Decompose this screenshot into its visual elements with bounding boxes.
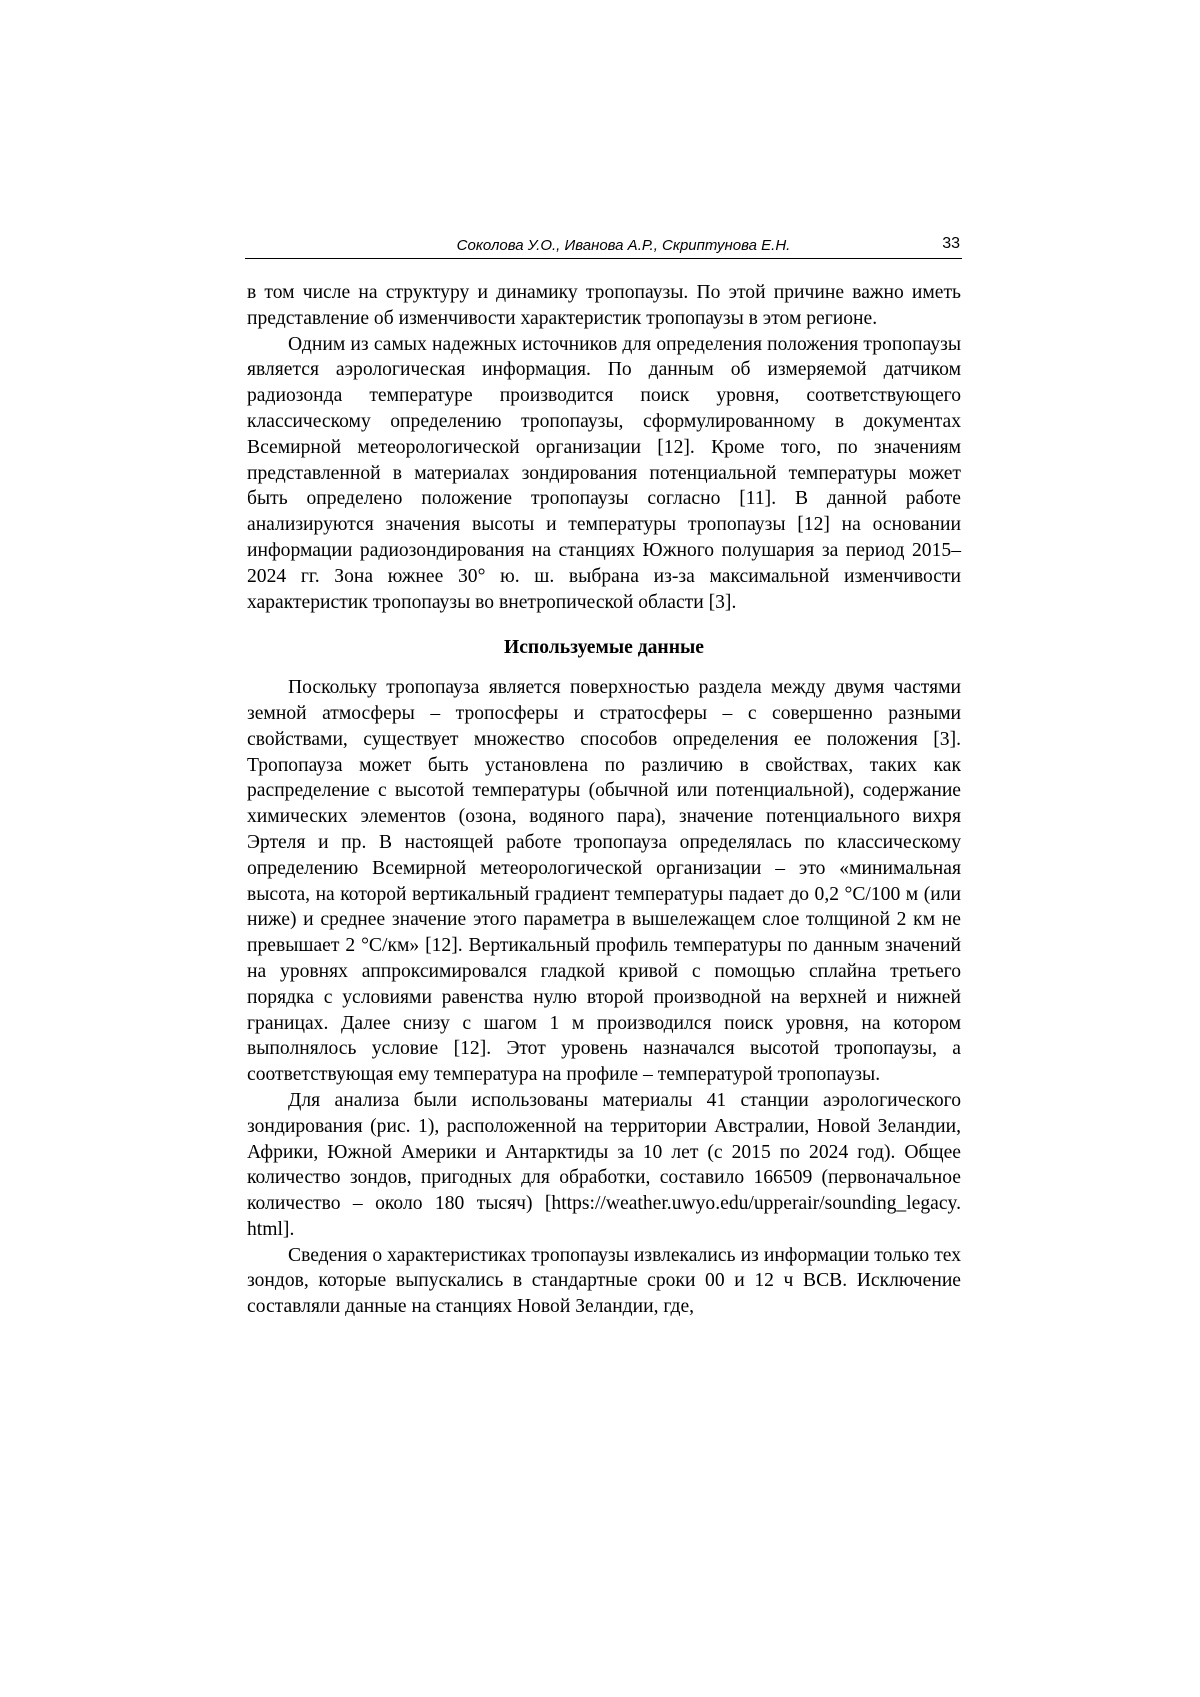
paragraph: Одним из самых надежных источников для определения положения тропопаузы является аэрологическая информация. По данным об измеряемой датчиком радиозонда температуре производится поиск уровня, соответствующего классическому определению тропопаузы, сформулированному в документах Всемирной метеорологической организации [12]. Кроме того, по значениям представленной в материалах зондирования потенциальной температуры может быть определено положение тропопаузы согласно [11]. В данной работе анализируются значения высоты и температуры тропопаузы [12] на основании информации радиозондирования на станциях Южного полушария за период 2015–2024 гг. Зона южнее 30° ю. ш. выбрана из-за максимальной изменчивости характеристик тропопаузы во внетропической области [3]. (247, 333, 961, 613)
page-number: 33 (942, 235, 960, 252)
paragraph: Поскольку тропопауза является поверхностью раздела между двумя частями земной атмосферы – тропосферы и стратосферы – с совершенно разными свойствами, существует множество способов определения ее положения [3]. Тропопауза может быть установлена по различию в свойствах, таких как распределение с высотой температуры (обычной или потенциальной), содержание химических элементов (озона, водяного пара), значение потенциального вихря Эртеля и пр. В настоящей работе тропопауза определялась по классическому определению Всемирной метеорологической организации – это «минимальная высота, на которой вертикальный градиент температуры падает до 0,2 °C/100 м (или ниже) и среднее значение этого параметра в вышележащем слое толщиной 2 км не превышает 2 °C/км» [12]. Вертикальный профиль температуры по данным значений на уровнях аппроксимировался гладкой кривой с помощью сплайна третьего порядка с условиями равенства нулю второй производной на верхней и нижней границах. Далее снизу с шагом 1 м производился поиск уровня, на котором выполнялось условие [12]. Этот уровень назначался высотой тропопаузы, а соответствующая ему температура на профиле – температурой тропопаузы. (247, 677, 961, 1086)
paragraph: Для анализа были использованы материалы 41 станции аэрологического зондирования (рис. 1), расположенной на территории Австралии, Новой Зеландии, Африки, Южной Америки и Антарктиды за 10 лет (с 2015 по 2024 год). Общее количество зондов, пригодных для обработки, составило 166509 (первоначальное количество – около 180 тысяч) [https://weather.uwyo.edu/upperair/sounding_legacy. html]. (247, 1089, 961, 1240)
paragraph: в том числе на структуру и динамику тропопаузы. По этой причине важно иметь представление об изменчивости характеристик тропопаузы в этом регионе. (247, 282, 961, 329)
section-heading: Используемые данные (504, 637, 704, 659)
header-authors: Соколова У.О., Иванова А.Р., Скриптунова Е.Н. (456, 237, 791, 254)
body-text (247, 280, 961, 1320)
paragraph: Сведения о характеристиках тропопаузы извлекались из информации только тех зондов, которые выпускались в стандартные сроки 00 и 12 ч ВСВ. Исключение составляли данные на станциях Новой Зеландии, где, (247, 1244, 961, 1318)
running-header (245, 232, 962, 259)
